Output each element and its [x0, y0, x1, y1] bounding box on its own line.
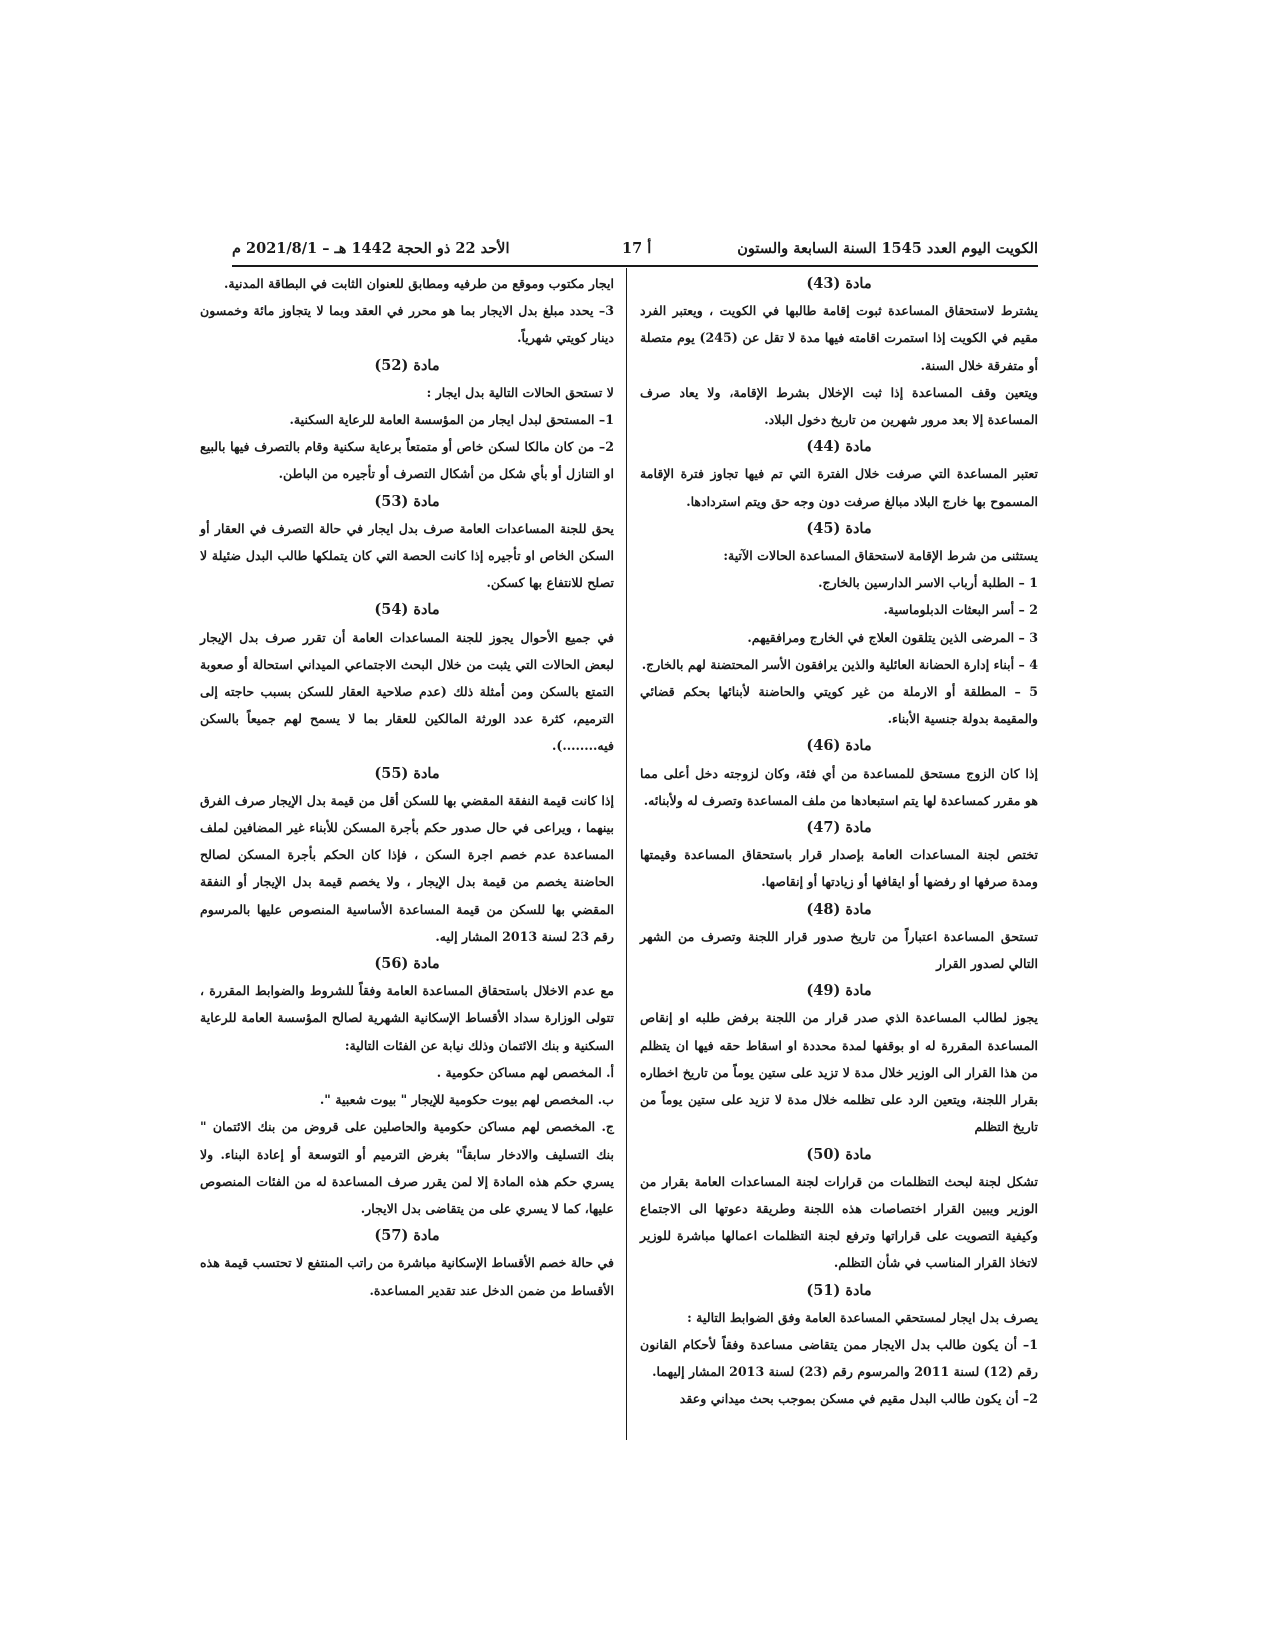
article-paragraph: لا تستحق الحالات التالية بدل ايجار : — [426, 384, 614, 400]
article-paragraph: ويتعين وقف المساعدة إذا ثبت الإخلال بشرط الإقامة، ولا يعاد صرف المساعدة إلا بعد مرور شهرين من تاريخ دخول البلاد. — [640, 384, 1038, 428]
article-paragraph: تعتبر المساعدة التي صرفت خلال الفترة التي تم فيها تجاوز فترة الإقامة المسموح بها خارج البلاد مبالغ صرفت دون وجه حق ويتم استردادها. — [640, 466, 1038, 509]
article-heading: مادة (44) — [806, 438, 872, 456]
article-heading: مادة (43) — [806, 275, 872, 292]
article-heading: مادة (48) — [806, 900, 872, 918]
article-paragraph: يجوز لطالب المساعدة الذي صدر قرار من اللجنة برفض طلبه او إنقاص المساعدة المقررة له او بوقفها لمدة محددة او اسقاط حقه فيها ان يتظلم من هذا القرار الى الوزير خلال مدة لا تزيد على ستين يوماً من تاريخ اخطاره بقرار اللجنة، ويتعين الرد على تظلمه خلال مدة لا تزيد على ستين يوماً من تاريخ التظلم — [640, 1010, 1038, 1135]
article-heading: مادة (45) — [806, 519, 872, 537]
article-heading: مادة (49) — [806, 982, 872, 1000]
article-paragraph: 2– أن يكون طالب البدل مقيم في مسكن بموجب بحث ميداني وعقد — [679, 1391, 1038, 1407]
header-rule — [232, 265, 1038, 267]
article-heading: مادة (52) — [374, 356, 440, 374]
article-heading: مادة (46) — [806, 737, 872, 755]
article-paragraph: مع عدم الاخلال باستحقاق المساعدة العامة وفقاً للشروط والضوابط المقررة ، تتولى الوزارة سداد الأقساط الإسكانية الشهرية لصالح المؤسسة العامة للرعاية السكنية و بنك الائتمان وذلك نيابة عن الفئات التالية: — [200, 983, 614, 1053]
article-heading: مادة (47) — [806, 819, 872, 837]
article-paragraph: 4 – أبناء إدارة الحضانة العائلية والذين يرافقون الأسر المحتضنة لهم بالخارج. — [641, 656, 1038, 672]
article-paragraph: تستحق المساعدة اعتباراً من تاريخ صدور قرار اللجنة وتصرف من الشهر التالي لصدور القرار — [640, 928, 1038, 972]
article-paragraph: ايجار مكتوب وموقع من طرفيه ومطابق للعنوان الثابت في البطاقة المدنية. — [224, 276, 614, 291]
article-paragraph: ب. المخصص لهم بيوت حكومية للإيجار " بيوت شعبية ". — [319, 1092, 614, 1108]
article-paragraph: يشترط لاستحقاق المساعدة ثبوت إقامة طالبها في الكويت ، ويعتبر الفرد مقيم في الكويت إذا استمرت اقامته فيها مدة لا تقل عن (245) يوم متصلة أو متفرقة خلال السنة. — [640, 303, 1038, 373]
left-column — [200, 270, 614, 1304]
article-paragraph: 2– من كان مالكا لسكن خاص أو متمتعاً برعاية سكنية وقام بالتصرف فيها بالبيع او التنازل أو بأي شكل من أشكال التصرف أو تأجيره من الباطن. — [200, 439, 614, 482]
article-paragraph: 3 – المرضى الذين يتلقون العلاج في الخارج ومرافقيهم. — [747, 629, 1038, 645]
article-paragraph: إذا كانت قيمة النفقة المقضي بها للسكن أقل من قيمة بدل الإيجار صرف الفرق بينهما ، ويراعى في حال صدور حكم بأجرة المسكن للأبناء غير المضافين لملف المساعدة عدم خصم اجرة السكن ، فإذا كان الحكم بأجرة المسكن لصالح الحاضنة يخصم من قيمة بدل الإيجار ، ولا يخصم قيمة بدل الإيجار أو النفقة المقضي بها للسكن من قيمة المساعدة الأساسية المنصوص عليها بالمرسوم رقم 23 لسنة 2013 المشار إليه. — [200, 792, 614, 944]
page-header — [232, 240, 1038, 264]
article-paragraph: 1 – الطلبة أرباب الاسر الدارسين بالخارج. — [818, 575, 1038, 591]
article-heading: مادة (55) — [374, 764, 440, 782]
article-paragraph: تختص لجنة المساعدات العامة بإصدار قرار باستحقاق المساعدة وقيمتها ومدة صرفها او رفضها أو ايقافها أو زيادتها أو إنقاصها. — [640, 847, 1038, 890]
article-heading: مادة (51) — [806, 1281, 872, 1299]
article-paragraph: في حالة خصم الأقساط الإسكانية مباشرة من راتب المنتفع لا تحتسب قيمة هذه الأقساط من ضمن الدخل عند تقدير المساعدة. — [200, 1255, 614, 1298]
header-date: الأحد 22 ذو الحجة 1442 هـ – 2021/8/1 م — [232, 240, 510, 257]
article-paragraph: تشكل لجنة لبحث التظلمات من قرارات لجنة المساعدات العامة بقرار من الوزير ويبين القرار اختصاصات هذه اللجنة وطريقة دعوتها الى الاجتماع وكيفية التصويت على قراراتها وترفع لجنة التظلمات اعمالها مباشرة للوزير لاتخاذ القرار المناسب في شأن التظلم. — [640, 1173, 1038, 1271]
article-heading: مادة (50) — [806, 1145, 872, 1163]
article-heading: مادة (54) — [374, 601, 440, 619]
column-divider — [626, 268, 627, 1440]
header-publication: الكويت اليوم العدد 1545 السنة السابعة والستون — [737, 240, 1038, 257]
article-paragraph: 1– المستحق لبدل ايجار من المؤسسة العامة للرعاية السكنية. — [289, 412, 614, 428]
article-heading: مادة (53) — [374, 492, 440, 510]
article-paragraph: 2 – أسر البعثات الدبلوماسية. — [883, 602, 1038, 618]
header-page-number: أ 17 — [622, 240, 652, 257]
article-paragraph: أ. المخصص لهم مساكن حكومية . — [436, 1064, 614, 1080]
article-paragraph: في جميع الأحوال يجوز للجنة المساعدات العامة أن تقرر صرف بدل الإيجار لبعض الحالات التي يثبت من خلال البحث الاجتماعي الميداني استحالة أو صعوبة التمتع بالسكن ومن أمثلة ذلك (عدم صلاحية العقار للسكن بسبب حاجته إلى الترميم، كثرة عدد الورثة المالكين للعقار بما لا يسمح لهم جميعاً بالسكن فيه........). — [200, 629, 614, 754]
article-paragraph: يستثنى من شرط الإقامة لاستحقاق المساعدة الحالات الآتية: — [723, 548, 1038, 564]
article-paragraph: يحق للجنة المساعدات العامة صرف بدل ايجار في حالة التصرف في العقار أو السكن الخاص او تأجيره إذا كانت الحصة التي كان يتملكها طالب البدل ضئيلة لا تصلح للانتفاع بها كسكن. — [200, 520, 614, 591]
article-paragraph: 1– أن يكون طالب بدل الايجار ممن يتقاضى مساعدة وفقاً لأحكام القانون رقم (12) لسنة 2011 والمرسوم رقم (23) لسنة 2013 المشار إليهما. — [640, 1336, 1038, 1380]
right-column — [640, 270, 1038, 1413]
article-paragraph: إذا كان الزوج مستحق للمساعدة من أي فئة، وكان لزوجته دخل أعلى مما هو مقرر كمساعدة لها يتم استبعادها من ملف المساعدة وتصرف له ولأبنائه. — [640, 765, 1038, 808]
article-heading: مادة (57) — [374, 1227, 440, 1245]
article-paragraph: 5 – المطلقة أو الارملة من غير كويتي والحاضنة لأبنائها بحكم قضائي والمقيمة بدولة جنسية الأبناء. — [640, 684, 1038, 727]
article-paragraph: 3– يحدد مبلغ بدل الايجار بما هو محرر في العقد وبما لا يتجاوز مائة وخمسون دينار كويتي شهرياً. — [200, 303, 614, 346]
article-paragraph: ج. المخصص لهم مساكن حكومية والحاصلين على قروض من بنك الائتمان " بنك التسليف والادخار سابقاً" بغرض الترميم أو التوسعة أو إعادة البناء. ولا يسري حكم هذه المادة إلا لمن يقرر صرف المساعدة له من الفئات المنصوص عليها، كما لا يسري على من يتقاضى بدل الايجار. — [200, 1119, 614, 1216]
article-paragraph: يصرف بدل ايجار لمستحقي المساعدة العامة وفق الضوابط التالية : — [687, 1309, 1038, 1325]
article-heading: مادة (56) — [374, 955, 440, 973]
